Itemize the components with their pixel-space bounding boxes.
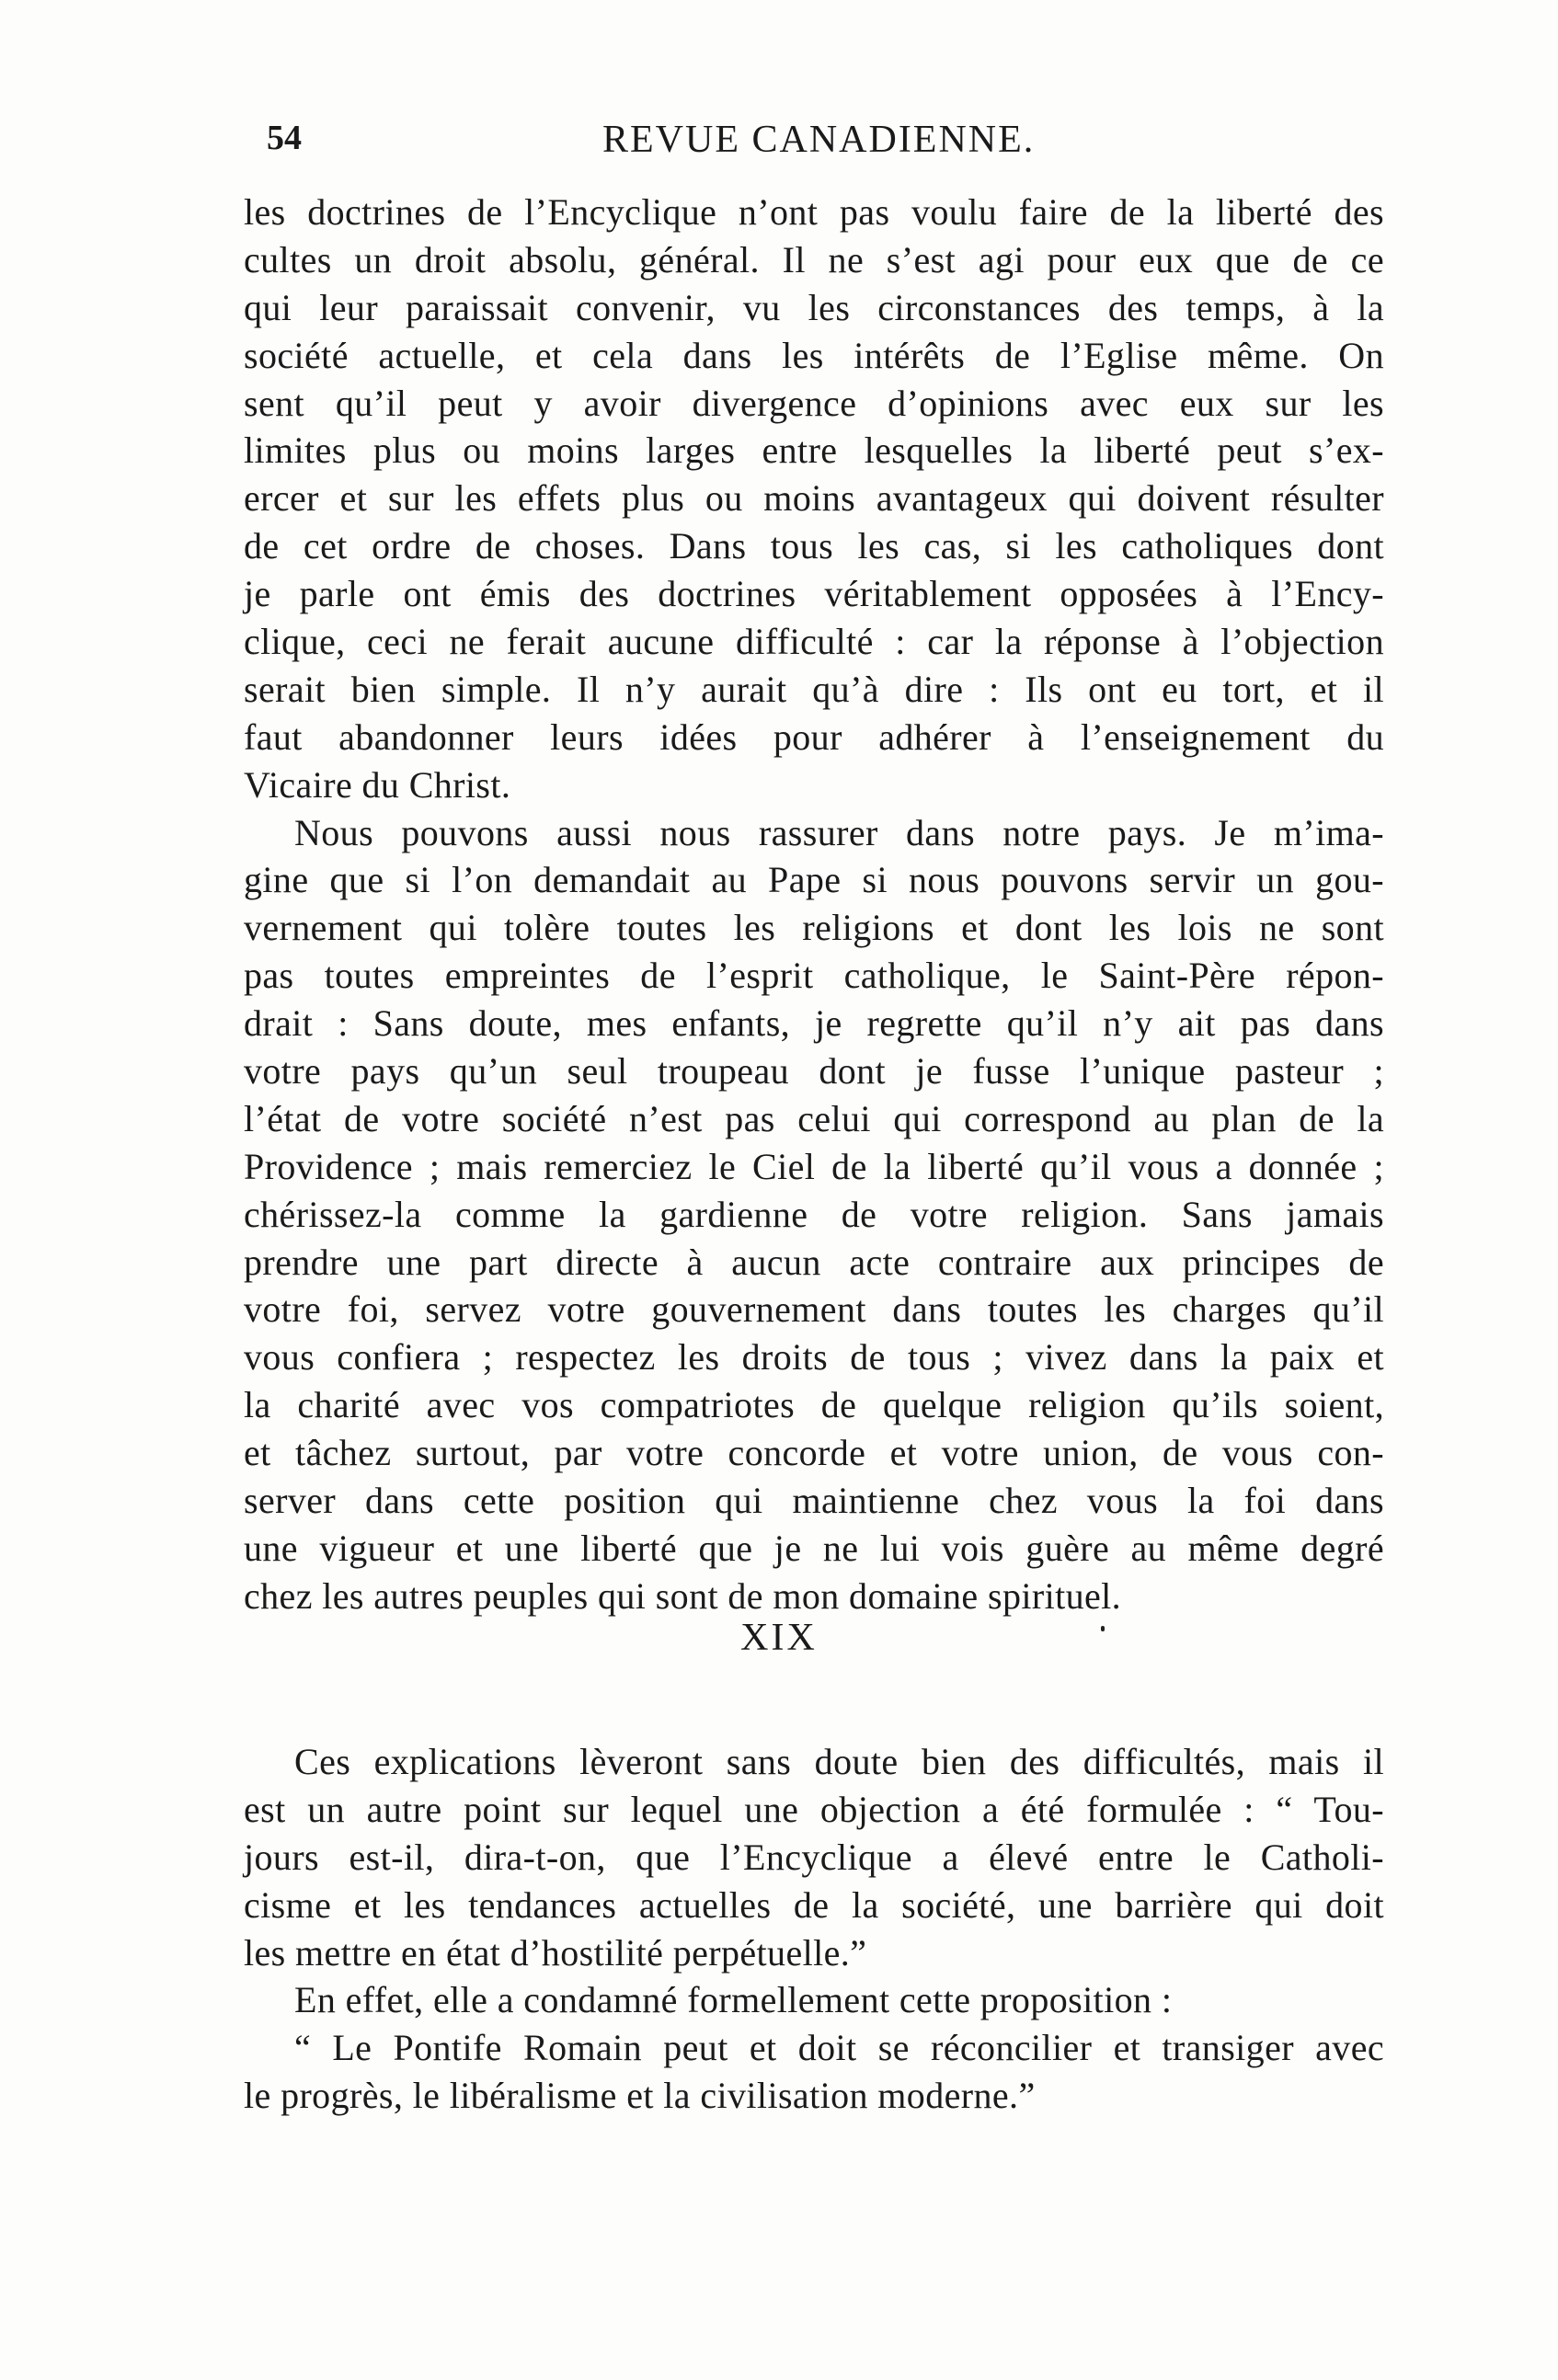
text-line: cisme et les tendances actuelles de la société, une barrière qui doit (244, 1883, 1384, 1926)
text-line: Providence ; mais remerciez le Ciel de la liberté qu’il vous a donnée ; (244, 1145, 1384, 1187)
text-line: prendre une part directe à aucun acte contraire aux principes de (244, 1241, 1384, 1283)
text-line: qui leur paraissait convenir, vu les circonstances des temps, à la (244, 286, 1384, 328)
paragraph (244, 1738, 1384, 1976)
text-line: vernement qui tolère toutes les religions et dont les lois ne sont (244, 907, 1384, 949)
ink-speck (1101, 1626, 1105, 1631)
section-heading: XIX (740, 1617, 818, 1659)
text-line: Vicaire du Christ. (244, 763, 511, 806)
text-line: de cet ordre de choses. Dans tous les cas, si les catholiques dont (244, 525, 1384, 567)
running-head (267, 118, 1398, 164)
text-line: société actuelle, et cela dans les intérêts de l’Eglise même. On (244, 334, 1384, 376)
text-line: chez les autres peuples qui sont de mon domaine spirituel. (244, 1574, 1122, 1617)
text-line: votre foi, servez votre gouvernement dans toutes les charges qu’il (244, 1288, 1384, 1331)
text-line: le progrès, le libéralisme et la civilisation moderne.” (244, 2075, 1036, 2117)
text-block-after-heading (244, 1738, 1384, 2120)
text-line: l’état de votre société n’est pas celui qui correspond au plan de la (244, 1097, 1384, 1139)
paragraph (244, 2024, 1384, 2120)
text-line: drait : Sans doute, mes enfants, je regrette qu’il n’y ait pas dans (244, 1002, 1384, 1045)
text-line: En effet, elle a condamné formellement cette proposition : (294, 1979, 1173, 2021)
text-line: une vigueur et une liberté que je ne lui vois guère au même degré (244, 1527, 1384, 1569)
text-line: les mettre en état d’hostilité perpétuelle.” (244, 1931, 867, 1974)
text-line: jours est-il, dira-t-on, que l’Encyclique a élevé entre le Catholi- (244, 1836, 1384, 1878)
text-line: cultes un droit absolu, général. Il ne s’est agi pour eux que de ce (244, 238, 1384, 280)
text-line: votre pays qu’un seul troupeau dont je fusse l’unique pasteur ; (244, 1050, 1384, 1093)
text-line: clique, ceci ne ferait aucune difficulté : car la réponse à l’objection (244, 621, 1384, 663)
text-line: je parle ont émis des doctrines véritablement opposées à l’Ency- (244, 573, 1384, 615)
journal-title: REVUE CANADIENNE. (602, 119, 1036, 161)
text-block-before-heading (244, 189, 1384, 1620)
text-line: les doctrines de l’Encyclique n’ont pas voulu faire de la liberté des (244, 191, 1384, 233)
text-line: pas toutes empreintes de l’esprit catholique, le Saint-Père répon- (244, 955, 1384, 997)
text-line: faut abandonner leurs idées pour adhérer à l’enseignement du (244, 715, 1384, 758)
text-line: sent qu’il peut y avoir divergence d’opinions avec eux sur les (244, 382, 1384, 424)
text-line: la charité avec vos compatriotes de quelque religion qu’ils soient, (244, 1384, 1384, 1426)
paragraph (244, 189, 1384, 809)
paragraph (244, 1976, 1384, 2024)
text-line: serait bien simple. Il n’y aurait qu’à dire : Ils ont eu tort, et il (244, 668, 1384, 710)
text-line: est un autre point sur lequel une objection a été formulée : “ Tou- (244, 1788, 1384, 1830)
text-line: ercer et sur les effets plus ou moins avantageux qui doivent résulter (244, 477, 1384, 520)
text-line: limites plus ou moins larges entre lesquelles la liberté peut s’ex- (244, 429, 1384, 472)
text-line: server dans cette position qui maintienne chez vous la foi dans (244, 1480, 1384, 1522)
text-line: Nous pouvons aussi nous rassurer dans notre pays. Je m’ima- (294, 811, 1384, 853)
text-line: et tâchez surtout, par votre concorde et votre union, de vous con- (244, 1432, 1384, 1474)
paragraph (244, 809, 1384, 1620)
page-number: 54 (267, 119, 302, 157)
text-line: Ces explications lèveront sans doute bien des difficultés, mais il (294, 1741, 1384, 1782)
text-line: vous confiera ; respectez les droits de tous ; vivez dans la paix et (244, 1336, 1384, 1379)
text-line: chérissez-la comme la gardienne de votre religion. Sans jamais (244, 1193, 1384, 1235)
text-line: gine que si l’on demandait au Pape si nous pouvons servir un gou- (244, 859, 1384, 901)
text-line: “ Le Pontife Romain peut et doit se réconcilier et transiger avec (294, 2027, 1384, 2069)
